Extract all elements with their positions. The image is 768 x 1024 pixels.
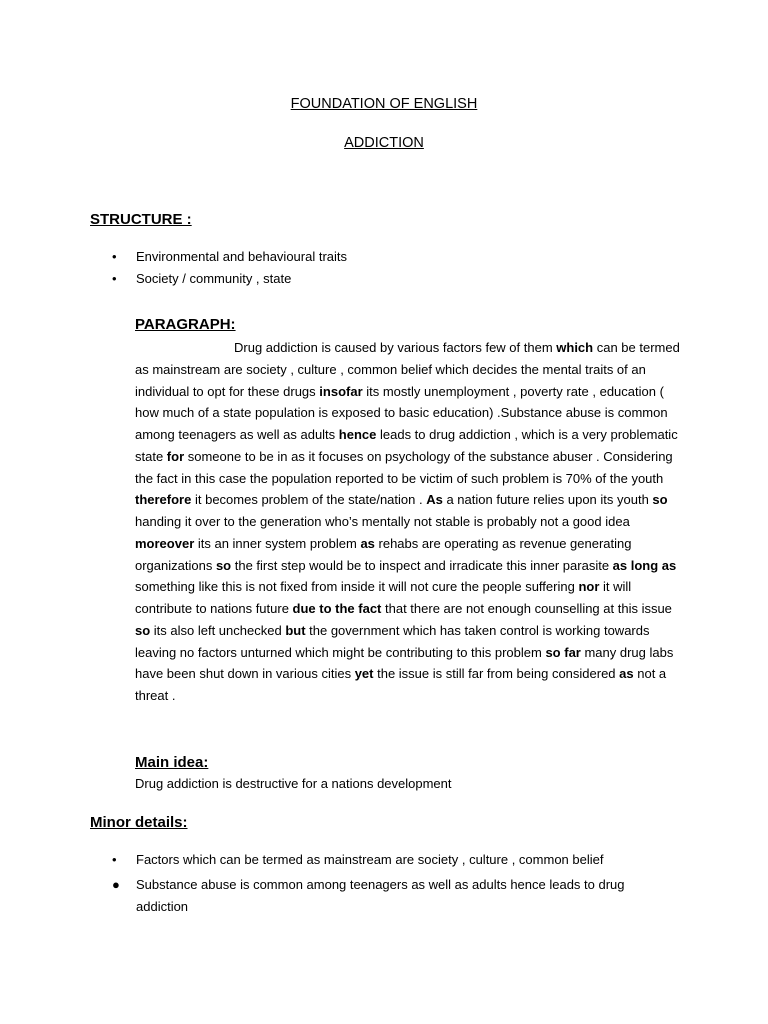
paragraph-text: someone to be in as it focuses on psychology of the substance abuser . Considering the fact in this case the population reported to be victim of such problem is 70% of the youth <box>135 448 673 486</box>
connective-word: due to the fact <box>292 601 382 616</box>
connective-word: therefore <box>135 492 192 508</box>
paragraph-text: the issue is still far from being considered <box>373 666 620 682</box>
list-item-text: Substance abuse is common among teenagers as well as adults hence leads to drug addiction <box>136 877 625 914</box>
paragraph-text: Drug addiction is caused by various factors few of them <box>234 340 557 355</box>
minor-details-heading: Minor details: <box>90 814 188 831</box>
connective-word: As <box>426 492 443 508</box>
paragraph-text: the government which has taken control is working towards leaving no factors unturned which might be contributing to this problem <box>135 622 650 660</box>
paragraph-text: its an inner system problem <box>194 535 361 551</box>
bullet-icon: • <box>112 852 117 867</box>
paragraph-text: its mostly unemployment , poverty rate , education ( how much of a state population is exposed to basic education) .Substance abuse is common among teenagers as well as adults <box>135 383 668 442</box>
connective-word: moreover <box>135 535 195 551</box>
paragraph-text: it will contribute to nations future <box>135 579 632 616</box>
paragraph-text: leads to drug addiction , which is a very problematic state <box>135 427 678 464</box>
main-idea-heading: Main idea: <box>135 754 209 771</box>
connective-word: as <box>619 666 634 682</box>
bullet-icon: ● <box>112 877 120 892</box>
paragraph-heading: PARAGRAPH: <box>135 316 236 333</box>
paragraph-body <box>135 337 680 707</box>
paragraph-text: many drug labs have been shut down in various cities <box>135 644 674 682</box>
connective-word: as long as <box>612 557 677 573</box>
paragraph-text: it becomes problem of the state/nation . <box>191 492 427 508</box>
connective-word: so <box>215 557 232 573</box>
list-item <box>112 874 672 918</box>
main-idea-text: Drug addiction is destructive for a nations development <box>135 776 452 791</box>
connective-word: insofar <box>319 383 363 399</box>
paragraph-text: can be termed as mainstream are society , culture , common belief which decides the mental traits of an individual to opt for these drugs <box>135 340 680 399</box>
connective-word: hence <box>338 427 377 442</box>
connective-word: so <box>652 492 668 508</box>
paragraph-text: not a threat . <box>135 666 667 703</box>
paragraph-text: the first step would be to inspect and irradicate this inner parasite <box>231 557 613 573</box>
list-item-text: Environmental and behavioural traits <box>136 249 348 264</box>
minor-details-list <box>112 849 672 921</box>
paragraph-text: its also left unchecked <box>150 622 286 638</box>
connective-word: nor <box>578 579 600 595</box>
paragraph-text: a nation future relies upon its youth <box>442 492 653 508</box>
paragraph-text: something like this is not fixed from inside it will not cure the people suffering <box>135 579 579 595</box>
connective-word: for <box>166 448 185 464</box>
document-title: FOUNDATION OF ENGLISH <box>290 96 478 112</box>
connective-word: so far <box>545 644 581 660</box>
connective-word: yet <box>354 666 374 682</box>
paragraph-text: rehabs are operating as revenue generating organizations <box>135 535 632 573</box>
connective-word: so <box>135 622 151 638</box>
structure-list <box>112 246 347 290</box>
structure-heading: STRUCTURE : <box>90 211 192 228</box>
connective-word: which <box>556 340 594 355</box>
list-item-text: Society / community , state <box>136 271 292 286</box>
document-subtitle: ADDICTION <box>344 135 424 151</box>
paragraph-text: that there are not enough counselling at this issue <box>381 601 672 616</box>
connective-word: as <box>360 535 375 551</box>
bullet-icon: • <box>112 249 117 264</box>
list-item-text: Factors which can be termed as mainstream are society , culture , common belief <box>136 852 604 867</box>
paragraph-text: handing it over to the generation who’s mentally not stable is probably not a good idea <box>135 514 630 529</box>
connective-word: but <box>285 622 306 638</box>
list-item <box>112 246 347 268</box>
bullet-icon: • <box>112 271 117 286</box>
list-item <box>112 268 347 290</box>
list-item <box>112 849 672 871</box>
